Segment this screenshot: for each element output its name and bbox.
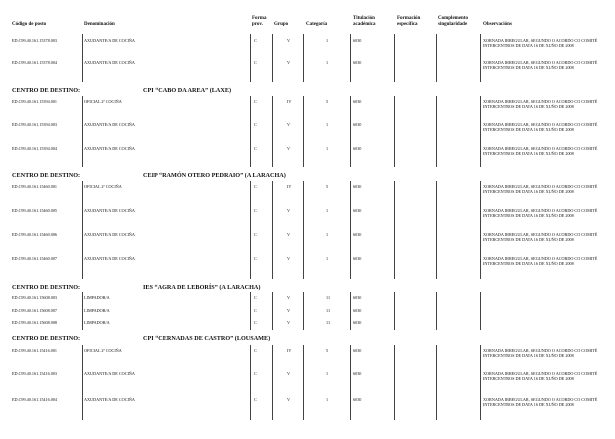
cell-categoria: 1	[326, 146, 329, 151]
cell-forma: C	[254, 38, 257, 43]
cell-observacions: XORNADA IRREGULAR, SEGUNDO O ACORDO CO COMITÉ INTERCENTROS DE DATA 16 DE XUÑO DE 2008	[483, 99, 598, 109]
column-separator	[303, 96, 304, 167]
center-label: CENTRO DE DESTINO:	[12, 284, 81, 291]
header-formacion-line1: Formación	[397, 16, 421, 21]
cell-titulacion: 6030	[353, 184, 362, 189]
cell-denominacion: AXUDANTE/A DE COCIÑA	[84, 38, 135, 43]
column-separator	[394, 181, 395, 279]
cell-grupo: V	[287, 146, 291, 151]
column-separator	[350, 34, 351, 82]
cell-denominacion: AXUDANTE/A DE COCIÑA	[84, 122, 135, 127]
cell-denominacion: AXUDANTE/A DE COCIÑA	[84, 232, 135, 237]
cell-denominacion: LIMPADOR/A	[84, 308, 110, 313]
column-separator	[350, 96, 351, 167]
cell-codigo: ED.C99.40.161.15608.008	[12, 320, 58, 325]
column-separator	[303, 34, 304, 82]
cell-forma: C	[254, 320, 257, 325]
cell-observacions: XORNADA IRREGULAR, SEGUNDO O ACORDO CO COMITÉ INTERCENTROS DE DATA 16 DE XUÑO DE 2008	[483, 348, 598, 358]
header-observacions: Observacións	[483, 22, 512, 27]
cell-observacions: XORNADA IRREGULAR, SEGUNDO O ACORDO CO COMITÉ INTERCENTROS DE DATA 16 DE XUÑO DE 2008	[483, 371, 598, 381]
center-label: CENTRO DE DESTINO:	[12, 172, 81, 179]
column-separator	[394, 292, 395, 330]
cell-categoria: 1	[326, 371, 329, 376]
header-forma-line1: Forma	[252, 16, 267, 21]
cell-observacions: XORNADA IRREGULAR, SEGUNDO O ACORDO CO COMITÉ INTERCENTROS DE DATA 16 DE XUÑO DE 2008	[483, 122, 598, 132]
cell-codigo: ED.C99.40.161.15378.003	[12, 38, 58, 43]
column-separator	[350, 345, 351, 420]
column-separator	[394, 34, 395, 82]
column-separator	[436, 34, 437, 82]
cell-denominacion: AXUDANTE/A DE COCIÑA	[84, 208, 135, 213]
center-label: CENTRO DE DESTINO:	[12, 335, 81, 342]
column-separator	[272, 345, 273, 420]
cell-titulacion: 6030	[353, 256, 362, 261]
cell-forma: C	[254, 308, 257, 313]
cell-forma: C	[254, 208, 257, 213]
column-separator	[436, 181, 437, 279]
cell-titulacion: 6030	[353, 232, 362, 237]
center-name: CPI “CABO DA AREA” (LAXE)	[143, 87, 232, 94]
cell-grupo: V	[287, 397, 291, 402]
cell-codigo: ED.C99.40.161.15460.007	[12, 256, 58, 261]
cell-forma: C	[254, 348, 257, 353]
cell-grupo: V	[287, 60, 291, 65]
header-titulacion-line2: académica	[353, 22, 376, 27]
cell-grupo: IV	[287, 348, 292, 353]
column-separator	[82, 34, 83, 82]
cell-forma: C	[254, 184, 257, 189]
cell-categoria: 1	[326, 38, 329, 43]
cell-titulacion: 6030	[353, 371, 362, 376]
cell-codigo: ED.C99.40.161.15416.003	[12, 371, 58, 376]
cell-categoria: 11	[326, 295, 331, 300]
cell-categoria: 1	[326, 232, 329, 237]
cell-forma: C	[254, 371, 257, 376]
column-separator	[303, 345, 304, 420]
cell-forma: C	[254, 295, 257, 300]
cell-categoria: 1	[326, 208, 329, 213]
column-separator	[250, 34, 251, 82]
cell-forma: C	[254, 146, 257, 151]
header-grupo: Grupo	[274, 22, 289, 27]
column-separator	[436, 345, 437, 420]
column-separator	[350, 181, 351, 279]
column-separator	[480, 181, 481, 279]
cell-denominacion: OFICIAL 2ª COCIÑA	[84, 99, 122, 104]
cell-grupo: V	[287, 122, 291, 127]
column-separator	[272, 181, 273, 279]
column-separator	[350, 292, 351, 330]
column-separator	[303, 292, 304, 330]
column-separator	[250, 292, 251, 330]
cell-denominacion: LIMPADOR/A	[84, 295, 110, 300]
cell-codigo: ED.C99.40.161.15394.001	[12, 99, 58, 104]
center-name: CEIP “RAMÓN OTERO PEDRAIO” (A LARACHA)	[143, 172, 286, 179]
header-formacion-line2: específica	[397, 22, 418, 27]
column-separator	[82, 345, 83, 420]
cell-grupo: V	[287, 232, 291, 237]
cell-denominacion: OFICIAL 2ª COCIÑA	[84, 184, 122, 189]
cell-categoria: 5	[326, 348, 329, 353]
column-separator	[250, 181, 251, 279]
column-separator	[480, 292, 481, 330]
cell-forma: C	[254, 60, 257, 65]
cell-titulacion: 6030	[353, 38, 362, 43]
header-titulacion-line1: Titulación	[353, 16, 375, 21]
cell-categoria: 5	[326, 184, 329, 189]
cell-denominacion: AXUDANTE/A DE COCIÑA	[84, 397, 135, 402]
cell-titulacion: 6030	[353, 60, 362, 65]
cell-grupo: V	[287, 308, 291, 313]
cell-denominacion: LIMPADOR/A	[84, 320, 110, 325]
cell-forma: C	[254, 397, 257, 402]
column-separator	[82, 96, 83, 167]
cell-grupo: V	[287, 38, 291, 43]
cell-denominacion: OFICIAL 2ª COCIÑA	[84, 348, 122, 353]
cell-forma: C	[254, 99, 257, 104]
cell-observacions: XORNADA IRREGULAR, SEGUNDO O ACORDO CO COMITÉ INTERCENTROS DE DATA 16 DE XUÑO DE 2008	[483, 38, 598, 48]
cell-grupo: IV	[287, 184, 292, 189]
column-separator	[250, 345, 251, 420]
cell-observacions: XORNADA IRREGULAR, SEGUNDO O ACORDO CO COMITÉ INTERCENTROS DE DATA 16 DE XUÑO DE 2008	[483, 60, 598, 70]
cell-titulacion: 6030	[353, 397, 362, 402]
column-separator	[82, 292, 83, 330]
column-separator	[250, 96, 251, 167]
column-separator	[303, 181, 304, 279]
cell-categoria: 1	[326, 122, 329, 127]
cell-titulacion: 6030	[353, 308, 362, 313]
cell-observacions: XORNADA IRREGULAR, SEGUNDO O ACORDO CO COMITÉ INTERCENTROS DE DATA 16 DE XUÑO DE 2008	[483, 208, 598, 218]
header-complemento-line2: singularidade	[438, 22, 468, 27]
cell-observacions: XORNADA IRREGULAR, SEGUNDO O ACORDO CO COMITÉ INTERCENTROS DE DATA 16 DE XUÑO DE 2008	[483, 184, 598, 194]
cell-categoria: 5	[326, 99, 329, 104]
cell-codigo: ED.C99.40.161.15460.006	[12, 232, 58, 237]
cell-codigo: ED.C99.40.161.15608.003	[12, 295, 58, 300]
cell-denominacion: AXUDANTE/A DE COCIÑA	[84, 146, 135, 151]
cell-titulacion: 6030	[353, 348, 362, 353]
center-name: IES “AGRA DE LEBORÍS” (A LARACHA)	[143, 284, 261, 291]
column-separator	[480, 34, 481, 82]
header-complemento-line1: Complemento	[438, 16, 468, 21]
cell-grupo: V	[287, 256, 291, 261]
cell-grupo: V	[287, 371, 291, 376]
column-separator	[436, 96, 437, 167]
cell-titulacion: 6030	[353, 208, 362, 213]
cell-codigo: ED.C99.40.161.15608.007	[12, 308, 58, 313]
cell-forma: C	[254, 122, 257, 127]
header-categoria: Categoría	[306, 22, 328, 27]
cell-titulacion: 6030	[353, 146, 362, 151]
cell-categoria: 11	[326, 308, 331, 313]
cell-titulacion: 6030	[353, 122, 362, 127]
cell-grupo: V	[287, 320, 291, 325]
cell-denominacion: AXUDANTE/A DE COCIÑA	[84, 371, 135, 376]
cell-grupo: V	[287, 295, 291, 300]
cell-observacions: XORNADA IRREGULAR, SEGUNDO O ACORDO CO COMITÉ INTERCENTROS DE DATA 16 DE XUÑO DE 2008	[483, 397, 598, 407]
cell-grupo: V	[287, 208, 291, 213]
cell-denominacion: AXUDANTE/A DE COCIÑA	[84, 60, 135, 65]
cell-categoria: 1	[326, 256, 329, 261]
center-label: CENTRO DE DESTINO:	[12, 87, 81, 94]
cell-categoria: 11	[326, 320, 331, 325]
cell-codigo: ED.C99.40.161.15416.001	[12, 348, 58, 353]
cell-codigo: ED.C99.40.161.15394.003	[12, 122, 58, 127]
cell-observacions: XORNADA IRREGULAR, SEGUNDO O ACORDO CO COMITÉ INTERCENTROS DE DATA 16 DE XUÑO DE 2008	[483, 232, 598, 242]
cell-codigo: ED.C99.40.161.15394.004	[12, 146, 58, 151]
column-separator	[480, 345, 481, 420]
column-separator	[82, 181, 83, 279]
cell-denominacion: AXUDANTE/A DE COCIÑA	[84, 256, 135, 261]
cell-codigo: ED.C99.40.161.15460.005	[12, 208, 58, 213]
column-separator	[480, 96, 481, 167]
cell-categoria: 1	[326, 397, 329, 402]
cell-titulacion: 6030	[353, 99, 362, 104]
column-separator	[394, 96, 395, 167]
center-name: CPI “CERNADAS DE CASTRO” (LOUSAME)	[143, 335, 271, 342]
column-separator	[272, 292, 273, 330]
cell-titulacion: 6030	[353, 295, 362, 300]
column-separator	[272, 34, 273, 82]
cell-titulacion: 6030	[353, 320, 362, 325]
header-forma-line2: prov.	[252, 22, 263, 27]
header-codigo: Código de posto	[12, 22, 47, 27]
cell-codigo: ED.C99.40.161.15460.001	[12, 184, 58, 189]
cell-categoria: 1	[326, 60, 329, 65]
column-separator	[272, 96, 273, 167]
cell-forma: C	[254, 232, 257, 237]
column-separator	[394, 345, 395, 420]
cell-codigo: ED.C99.40.161.15378.004	[12, 60, 58, 65]
cell-forma: C	[254, 256, 257, 261]
cell-observacions: XORNADA IRREGULAR, SEGUNDO O ACORDO CO COMITÉ INTERCENTROS DE DATA 16 DE XUÑO DE 2008	[483, 146, 598, 156]
column-separator	[436, 292, 437, 330]
cell-codigo: ED.C99.40.161.15416.004	[12, 397, 58, 402]
header-denominacion: Denominación	[84, 22, 115, 27]
cell-observacions: XORNADA IRREGULAR, SEGUNDO O ACORDO CO COMITÉ INTERCENTROS DE DATA 16 DE XUÑO DE 2008	[483, 256, 598, 266]
cell-grupo: IV	[287, 99, 292, 104]
